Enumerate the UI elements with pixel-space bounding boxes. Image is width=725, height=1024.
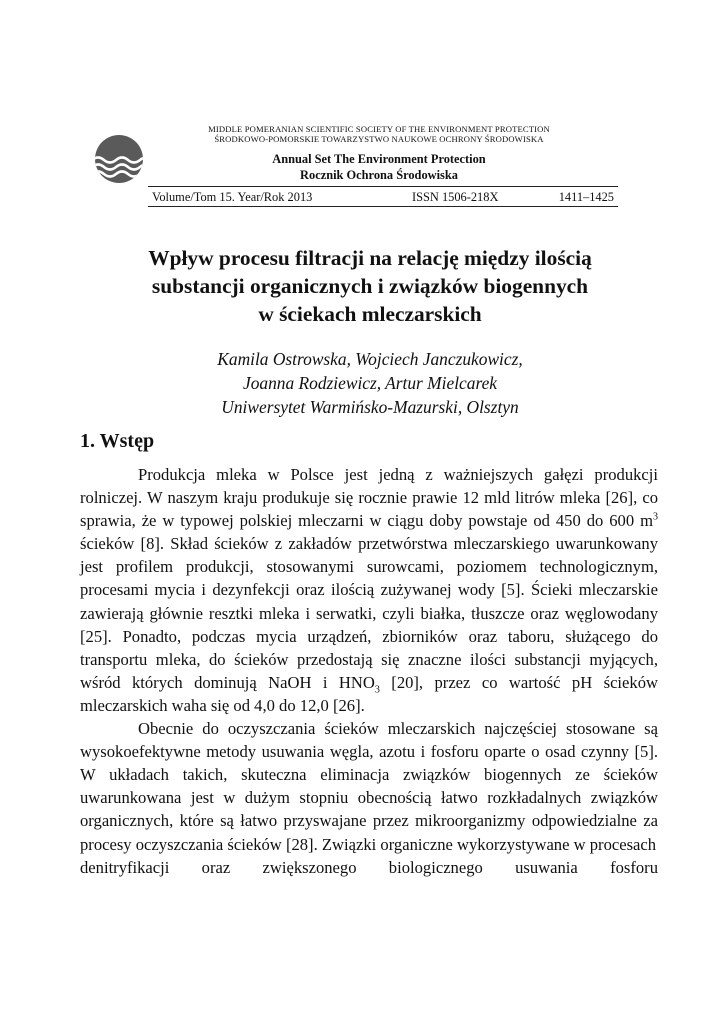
title-line: substancji organicznych i związków biogennych (151, 274, 589, 298)
paragraph-text: Produkcja mleka w Polsce jest jedną z ważniejszych gałęzi produkcji rolniczej. W naszym kraju produkuje się rocznie prawie 12 mld litrów mleka [26], co sprawia, że w typowej polskiej mleczarni w ciągu doby powstaje od 450 do 600 m (80, 465, 658, 531)
article-body (80, 463, 658, 879)
society-name-pl: ŚRODKOWO-POMORSKIE TOWARZYSTWO NAUKOWE OCHRONY ŚRODOWISKA (214, 134, 544, 144)
title-line: w ściekach mleczarskich (258, 302, 482, 326)
paragraph-last-line: denitryfikacji oraz zwiększonego biologicznego usuwania fosforu (80, 857, 658, 877)
issn-number: ISSN 1506-218X (412, 190, 499, 204)
article-title (60, 244, 680, 328)
header-rule-bottom (148, 206, 618, 207)
paragraph (80, 717, 658, 879)
paragraph (80, 463, 658, 717)
journal-title-pl: Rocznik Ochrona Środowiska (300, 168, 458, 182)
page-range: 1411–1425 (558, 190, 614, 204)
paragraph-text: Obecnie do oczyszczania ścieków mleczarskich najczęściej stosowane są wysokoefektywne metody usuwania węgla, azotu i fosforu oparte o osad czynny [5]. W układach takich, skuteczna eliminacja związków biogennych ze ścieków uwarunkowana jest w dużym stopniu obecnością łatwo rozkładalnych związków organicznych, które są łatwo przyswajane przez mikroorganizmy odpowiedzialne za procesy oczyszczania ścieków [28]. Związki organiczne wykorzystywane w procesach (80, 719, 658, 854)
title-line: Wpływ procesu filtracji na relację między ilością (148, 246, 592, 270)
section-heading: 1. Wstęp (80, 430, 155, 452)
author-line: Joanna Rodziewicz, Artur Mielcarek (242, 373, 498, 393)
paragraph-text: ścieków [8]. Skład ścieków z zakładów przetwórstwa mleczarskiego uwarunkowany jest profilem produkcji, stosowanymi surowcami, poziomem technologicznym, procesami mycia i dezynfekcji oraz ilością zużywanej wody [5]. Ścieki mleczarskie zawierają głównie resztki mleka i serwatki, czyli białka, tłuszcze oraz węglowodany [25]. Ponadto, podczas mycia urządzeń, zbiorników oraz taboru, służącego do transportu mleka, do ścieków przedostają się znaczne ilości substancji myjących, wśród których dominują NaOH i HNO (80, 534, 658, 692)
authors-affiliation (80, 347, 660, 419)
volume-info-row (152, 189, 614, 205)
superscript: 3 (653, 511, 658, 523)
subscript: 3 (374, 684, 380, 696)
volume-year: Volume/Tom 15. Year/Rok 2013 (152, 190, 313, 204)
society-name-en: MIDDLE POMERANIAN SCIENTIFIC SOCIETY OF THE ENVIRONMENT PROTECTION (208, 124, 550, 134)
header-rule-top (148, 186, 618, 187)
journal-title-en: Annual Set The Environment Protection (272, 152, 486, 166)
paragraph-text: [20], przez co wartość pH ścieków mleczarskich waha się od 4,0 do 12,0 [26]. (80, 672, 658, 715)
affiliation-line: Uniwersytet Warmińsko-Mazurski, Olsztyn (221, 397, 519, 417)
water-wave-logo-icon (94, 134, 144, 184)
author-line: Kamila Ostrowska, Wojciech Janczukowicz, (217, 349, 523, 369)
